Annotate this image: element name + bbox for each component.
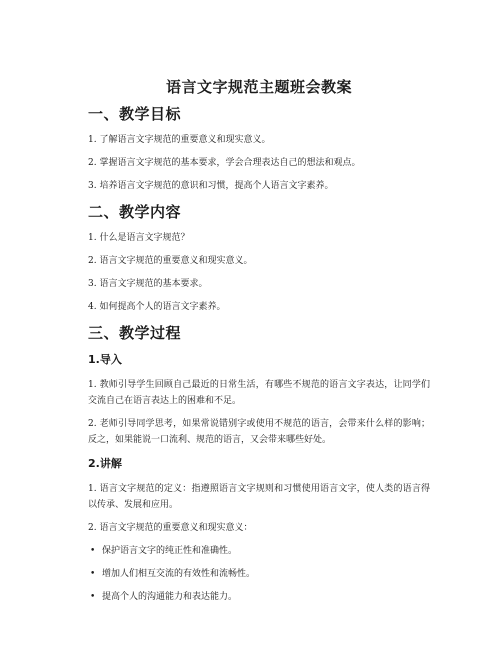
bullet-dot-icon: • [90, 546, 96, 556]
objective-item: 1. 了解语言文字规范的重要意义和现实意义。 [88, 135, 271, 145]
bullet-text: 保护语言文字的纯正性和准确性。 [102, 546, 238, 556]
section-heading-content: 二、教学内容 [88, 203, 182, 221]
content-item: 1. 什么是语言文字规范？ [88, 233, 190, 243]
subheading-intro: 1.导入 [88, 353, 122, 366]
bullet-text: 增加人们相互交流的有效性和流畅性。 [102, 569, 256, 579]
bullet-item [90, 543, 430, 559]
intro-paragraph: 2. 老师引导同学思考，如果常说错别字或使用不规范的语言，会带来什么样的影响；反之，如果能说一口流利、规范的语言，又会带来哪些好处。 [88, 419, 430, 445]
intro-paragraph: 1. 教师引导学生回顾自己最近的日常生活，有哪些不规范的语言文字表达，让同学们交流自己在语言表达上的困难和不足。 [88, 380, 430, 406]
subheading-explanation: 2.讲解 [88, 457, 122, 470]
explanation-paragraph: 2. 语言文字规范的重要意义和现实意义： [88, 523, 253, 533]
section-heading-objectives: 一、教学目标 [88, 105, 182, 123]
content-item: 3. 语言文字规范的基本要求。 [88, 279, 208, 289]
section-heading-process: 三、教学过程 [88, 324, 182, 342]
content-item: 2. 语言文字规范的重要意义和现实意义。 [88, 256, 253, 266]
bullet-dot-icon: • [90, 569, 96, 579]
content-item: 4. 如何提高个人的语言文字素养。 [88, 302, 226, 312]
objective-item: 2. 掌握语言文字规范的基本要求，学会合理表达自己的想法和观点。 [88, 158, 361, 168]
objective-item: 3. 培养语言文字规范的意识和习惯，提高个人语言文字素养。 [88, 181, 334, 191]
explanation-paragraph: 1. 语言文字规范的定义：指遵照语言文字规则和习惯使用语言文字，使人类的语言得以传承、发展和应用。 [88, 484, 430, 510]
bullet-dot-icon: • [90, 592, 96, 602]
bullet-item [90, 566, 430, 582]
bullet-item [90, 589, 430, 605]
bullet-text: 提高个人的沟通能力和表达能力。 [102, 592, 238, 602]
document-title: 语言文字规范主题班会教案 [165, 78, 352, 96]
